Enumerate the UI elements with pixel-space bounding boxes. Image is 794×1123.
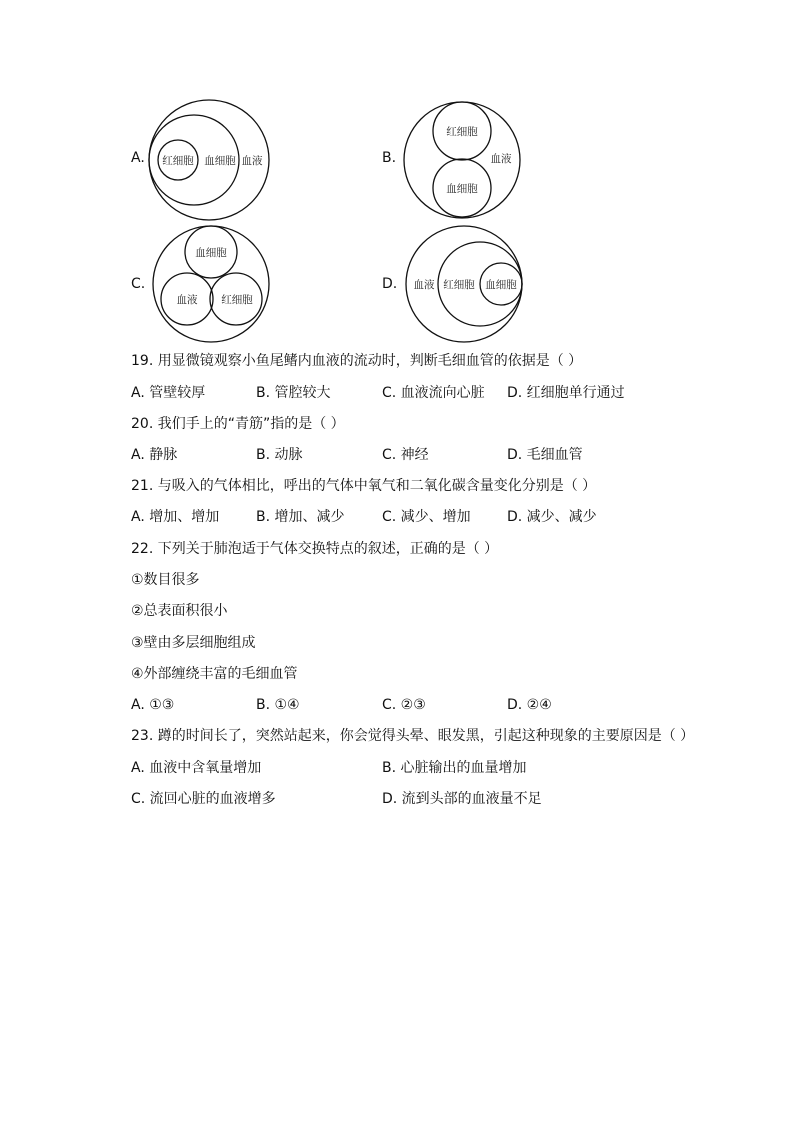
question-22-option-a: A. ①③ xyxy=(131,697,175,713)
question-21-option-c: C. 减少、增加 xyxy=(382,509,471,525)
question-21-option-a: A. 增加、增加 xyxy=(131,509,220,525)
question-22-option-c: C. ②③ xyxy=(382,697,426,713)
diagram-a-text-inner: 红细胞 xyxy=(162,155,194,167)
question-19-stem: 19. 用显微镜观察小鱼尾鳍内血液的流动时，判断毛细血管的依据是（ ） xyxy=(131,353,583,369)
question-23-option-a: A. 血液中含氧量增加 xyxy=(131,760,262,776)
diagram-b-text-top: 红细胞 xyxy=(446,126,478,138)
question-23-option-d: D. 流到头部的血液量不足 xyxy=(382,791,542,807)
question-23-stem: 23. 蹲的时间长了，突然站起来，你会觉得头晕、眼发黑，引起这种现象的主要原因是（ ） xyxy=(131,728,695,744)
diagram-c-text-top: 血细胞 xyxy=(195,247,227,259)
question-20-option-c: C. 神经 xyxy=(382,447,429,463)
diagram-b-label: B. xyxy=(382,150,397,166)
diagram-c-venn xyxy=(149,224,275,346)
question-22-statement-2: ②总表面积很小 xyxy=(131,603,228,619)
diagram-a-venn xyxy=(145,98,275,222)
diagram-c-outer-circle xyxy=(153,226,269,342)
question-21-option-d: D. 减少、减少 xyxy=(507,509,597,525)
diagram-d-label: D. xyxy=(382,276,398,292)
question-19-option-d: D. 红细胞单行通过 xyxy=(507,385,625,401)
question-20-option-a: A. 静脉 xyxy=(131,447,178,463)
diagram-c-text-right: 红细胞 xyxy=(221,294,253,306)
diagram-b-text-bottom: 血细胞 xyxy=(446,183,478,195)
question-22-statement-1: ①数目很多 xyxy=(131,572,200,588)
question-21-option-b: B. 增加、减少 xyxy=(256,509,345,525)
diagram-c-text-left: 血液 xyxy=(176,294,198,306)
diagram-a-text-middle: 血细胞 xyxy=(204,155,236,167)
diagram-d-text-outer: 血液 xyxy=(413,279,435,291)
diagram-a-text-outer: 血液 xyxy=(241,155,263,167)
question-21-stem: 21. 与吸入的气体相比，呼出的气体中氧气和二氧化碳含量变化分别是（ ） xyxy=(131,478,597,494)
diagram-c-label: C. xyxy=(131,276,146,292)
question-22-statement-3: ③壁由多层细胞组成 xyxy=(131,635,256,651)
question-23-option-c: C. 流回心脏的血液增多 xyxy=(131,791,276,807)
question-19-option-a: A. 管壁较厚 xyxy=(131,385,206,401)
diagram-a-label: A. xyxy=(131,150,145,166)
diagram-b-text-outer: 血液 xyxy=(490,153,512,165)
question-23-option-b: B. 心脏输出的血量增加 xyxy=(382,760,527,776)
diagram-b-venn xyxy=(400,98,526,222)
question-20-option-b: B. 动脉 xyxy=(256,447,303,463)
question-22-statement-4: ④外部缠绕丰富的毛细血管 xyxy=(131,666,298,682)
question-22-stem: 22. 下列关于肺泡适于气体交换特点的叙述，正确的是（ ） xyxy=(131,541,499,557)
question-22-option-d: D. ②④ xyxy=(507,697,552,713)
question-20-stem: 20. 我们手上的“青筋”指的是（ ） xyxy=(131,416,345,432)
question-22-option-b: B. ①④ xyxy=(256,697,300,713)
diagram-d-text-middle: 红细胞 xyxy=(443,279,475,291)
diagram-d-text-inner: 血细胞 xyxy=(485,279,517,291)
diagram-d-venn xyxy=(402,224,530,346)
question-19-option-b: B. 管腔较大 xyxy=(256,385,331,401)
question-20-option-d: D. 毛细血管 xyxy=(507,447,583,463)
question-19-option-c: C. 血液流向心脏 xyxy=(382,385,485,401)
